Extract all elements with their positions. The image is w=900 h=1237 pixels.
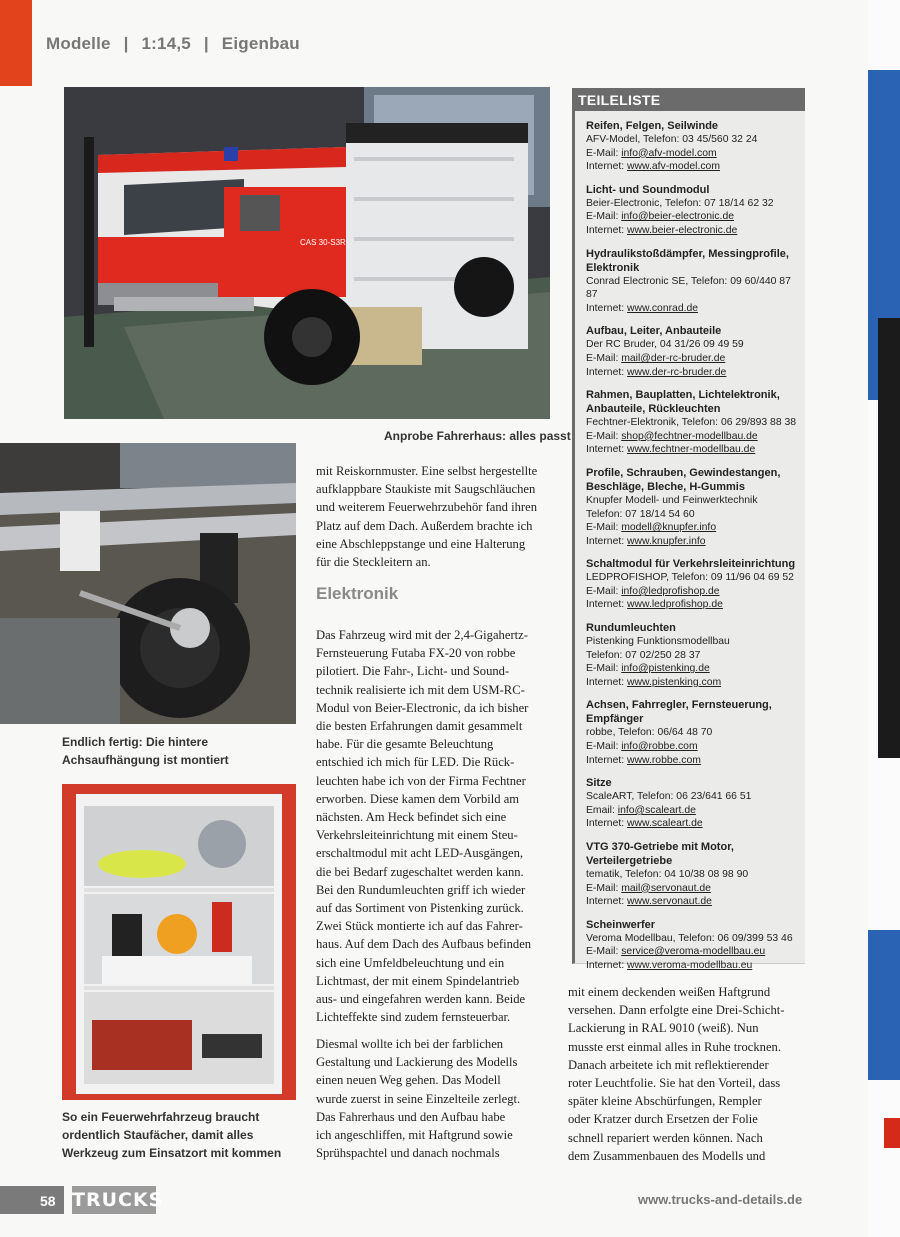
parts-list-entry [575, 557, 805, 612]
parts-entry-email [586, 521, 801, 535]
text-line: Lackierung in RAL 9010 (weiß). Nun [568, 1021, 759, 1036]
section-color-tab [0, 0, 32, 86]
article-paragraph [316, 1035, 566, 1162]
internet-label: Internet: [586, 535, 628, 547]
text-line: später kleine Abschürfungen, Rempler [568, 1094, 762, 1109]
header-scale: 1:14,5 [141, 34, 191, 53]
caption-bottom-line: Werkzeug zum Einsatzort mit kommen [62, 1146, 282, 1160]
parts-entry-title: Profile, Schrauben, Gewindestangen, Beschläge, Bleche, H-Gummis [586, 466, 781, 493]
parts-entry-email [586, 352, 801, 366]
text-line: Lichtmast, der mit einem Spindelantrieb [316, 973, 520, 988]
text-line: Zwei Stück montierte ich auf das Fahrer- [316, 919, 523, 934]
parts-list-entry [575, 183, 805, 238]
header-section: Modelle [46, 34, 111, 53]
text-line: Sprühspachtel und danach nochmals [316, 1146, 500, 1161]
paragraph-2 [316, 626, 566, 1026]
parts-entry-website [586, 895, 801, 909]
parts-list-entry [575, 324, 805, 379]
text-line: Das Fahrerhaus und den Aufbau habe [316, 1109, 506, 1124]
text-line: die bei Bedarf zugeschaltet werden kann. [316, 864, 524, 879]
text-line: Bei den Rundumleuchten griff ich wieder [316, 882, 526, 897]
parts-entry-email [586, 804, 801, 818]
internet-label: Internet: [586, 599, 628, 611]
parts-list-entry [575, 698, 805, 767]
text-line: mit einem deckenden weißen Haftgrund [568, 985, 771, 999]
paragraph-1 [316, 462, 566, 571]
text-line: Platz auf dem Dach. Außerdem brachte ich [316, 518, 533, 533]
internet-label: Internet: [586, 161, 628, 173]
text-line: Das Fahrzeug wird mit der 2,4-Gigahertz- [316, 628, 528, 642]
parts-entry-line: tematik, Telefon: 04 10/38 08 98 90 [586, 869, 749, 880]
photo-rear-axle-suspension [0, 443, 296, 724]
parts-list-entry [575, 840, 805, 909]
parts-entry-website [586, 443, 801, 457]
internet-label: Internet: [586, 302, 628, 314]
text-line: auf das Sortiment von Pistenking zurück. [316, 901, 524, 916]
text-line: aufklappbare Staukiste mit Saugschläuchen [316, 482, 536, 497]
internet-label: Internet: [586, 444, 628, 456]
parts-entry-email [586, 210, 801, 224]
parts-list-entry [575, 388, 805, 457]
parts-entry-website [586, 366, 801, 380]
text-line: oder Kratzer durch Ersetzen der Folie [568, 1112, 758, 1127]
parts-entry-website [586, 302, 801, 316]
parts-entry-line: Veroma Modellbau, Telefon: 06 09/399 53 46 [586, 932, 793, 944]
parts-entry-website [586, 754, 801, 768]
photo-truck-cab-fitting [64, 87, 550, 419]
page-header [46, 34, 300, 54]
parts-entry-title: Licht- und Soundmodul [586, 183, 710, 196]
text-line: Lichteffekte sind zudem fernsteuerbar. [316, 1010, 511, 1025]
email-link[interactable]: info@scaleart.de [617, 804, 696, 816]
parts-entry-title: Achsen, Fahrregler, Fernsteuerung, Empfänger [586, 699, 772, 726]
website-link[interactable]: www.fechtner-modellbau.de [627, 444, 756, 456]
parts-entry-website [586, 959, 801, 973]
parts-entry-website [586, 676, 801, 690]
email-label: Email: [586, 804, 618, 816]
parts-entry-email [586, 662, 801, 676]
parts-entry-title: Sitze [586, 777, 612, 790]
email-link[interactable]: mail@der-rc-bruder.de [621, 352, 726, 364]
text-line: haus. Auf dem Dach des Aufbaus befinden [316, 937, 532, 952]
parts-entry-line: Telefon: 07 18/14 54 60 [586, 508, 695, 520]
text-line: entschied ich mich für LED. Die Rück- [316, 755, 515, 770]
parts-entry-website [586, 160, 801, 174]
parts-entry-email [586, 430, 801, 444]
caption-bottom-line: So ein Feuerwehrfahrzeug braucht [62, 1110, 260, 1124]
website-link[interactable]: www.beier-electronic.de [627, 224, 738, 236]
internet-label: Internet: [586, 896, 628, 908]
parts-entry-line: robbe, Telefon: 06/64 48 70 [586, 727, 713, 739]
article-paragraph [568, 983, 808, 1165]
parts-entry-email [586, 585, 801, 599]
internet-label: Internet: [586, 676, 628, 688]
parts-entry-line: Fechtner-Elektronik, Telefon: 06 29/893 88 38 [586, 417, 797, 429]
text-line: sich eine Umfeldbeleuchtung und ein [316, 955, 505, 970]
text-line: erschaltmodul mit acht LED-Ausgängen, [316, 846, 524, 861]
internet-label: Internet: [586, 224, 628, 236]
email-label: E-Mail: [586, 946, 622, 958]
parts-entry-website [586, 535, 801, 549]
text-line: versehen. Dann erfolgte eine Drei-Schicht- [568, 1003, 785, 1018]
text-line: Diesmal wollte ich bei der farblichen [316, 1037, 504, 1051]
internet-label: Internet: [586, 754, 628, 766]
email-label: E-Mail: [586, 352, 622, 364]
parts-entry-website [586, 817, 801, 831]
email-link[interactable]: shop@fechtner-modellbau.de [621, 430, 758, 442]
text-line: nächsten. Am Heck befindet sich eine [316, 810, 507, 825]
parts-list-entries [575, 111, 805, 973]
text-line: aus- und eingefahren werden kann. Beide [316, 992, 526, 1007]
text-line: erworben. Diese kamen dem Vorbild am [316, 791, 520, 806]
website-link[interactable]: www.knupfer.info [627, 535, 706, 547]
header-separator: | [203, 34, 209, 53]
text-line: dem Zusammenbauen des Modells und [568, 1148, 766, 1163]
email-label: E-Mail: [586, 585, 622, 597]
parts-entry-title: Rundumleuchten [586, 622, 676, 635]
parts-entry-website [586, 224, 801, 238]
text-line: technik realisierte ich mit dem USM-RC- [316, 682, 525, 697]
truck-label-text: CAS 30-S3R [300, 238, 346, 247]
email-link[interactable]: info@pistenking.de [621, 663, 710, 675]
text-line: Gestaltung und Lackierung des Modells [316, 1055, 518, 1070]
caption-left [62, 733, 229, 769]
parts-entry-line: AFV-Model, Telefon: 03 45/560 32 24 [586, 134, 758, 145]
caption-left-line: Endlich fertig: Die hintere [62, 735, 209, 749]
parts-entry-email [586, 945, 801, 959]
parts-entry-title: Schaltmodul für Verkehrsleiteinrichtung [586, 558, 796, 571]
text-line: Fernsteuerung Futaba FX-20 von robbe [316, 646, 516, 661]
header-separator: | [123, 34, 129, 53]
caption-bottom-line: ordentlich Staufächer, damit alles [62, 1128, 254, 1142]
email-label: E-Mail: [586, 663, 622, 675]
text-line: eine Abschleppstange und eine Halterung [316, 536, 526, 551]
parts-entry-line: Der RC Bruder, 04 31/26 09 49 59 [586, 339, 744, 351]
text-line: ich angeschliffen, mit Haftgrund sowie [316, 1128, 513, 1143]
section-title-elektronik: Elektronik [316, 584, 399, 603]
parts-list-entry [575, 119, 805, 174]
website-link[interactable]: www.veroma-modellbau.eu [627, 959, 753, 971]
parts-entry-title: Rahmen, Bauplatten, Lichtelektronik, Anbauteile, Rückleuchten [586, 389, 780, 416]
email-link[interactable]: modell@knupfer.info [621, 522, 717, 534]
website-link[interactable]: www.servonaut.de [627, 896, 712, 908]
parts-entry-title: Scheinwerfer [586, 918, 656, 931]
email-link[interactable]: service@veroma-modellbau.eu [621, 946, 766, 958]
email-link[interactable]: mail@servonaut.de [621, 882, 711, 894]
parts-entry-email [586, 740, 801, 754]
email-link[interactable]: info@ledprofishop.de [621, 585, 720, 597]
parts-entry-website [586, 598, 801, 612]
email-link[interactable]: info@afv-model.com [621, 147, 717, 159]
text-line: Modul von Beier-Electronic, da ich bisher [316, 700, 529, 715]
email-link[interactable]: info@robbe.com [621, 741, 698, 753]
parts-entry-line: Conrad Electronic SE, Telefon: 09 60/440 87 87 [586, 275, 791, 301]
internet-label: Internet: [586, 959, 628, 971]
website-link[interactable]: www.der-rc-bruder.de [627, 366, 727, 378]
caption-bottom [62, 1108, 281, 1162]
caption-top: Anprobe Fahrerhaus: alles passt [384, 429, 571, 443]
website-link[interactable]: www.scaleart.de [627, 818, 703, 830]
magazine-logo: TRUCKS [72, 1186, 156, 1214]
website-link[interactable]: www.afv-model.com [627, 161, 720, 173]
text-line: schnell repariert werden können. Nach [568, 1130, 763, 1145]
text-line: Verkehrsleiteinrichtung mit einem Steu- [316, 828, 518, 843]
parts-entry-line: Telefon: 07 02/250 28 37 [586, 649, 701, 661]
email-link[interactable]: info@beier-electronic.de [621, 211, 734, 223]
email-label: E-Mail: [586, 211, 622, 223]
parts-entry-line: Beier-Electronic, Telefon: 07 18/14 62 32 [586, 197, 774, 209]
next-page-edge [868, 0, 900, 1237]
email-label: E-Mail: [586, 147, 622, 159]
parts-entry-title: Hydraulikstoßdämpfer, Messingprofile, Elektronik [586, 247, 789, 274]
email-label: E-Mail: [586, 522, 622, 534]
parts-entry-line: Knupfer Modell- und Feinwerktechnik [586, 494, 758, 506]
text-line: Danach arbeitete ich mit reflektierender [568, 1057, 769, 1072]
parts-entry-title: Aufbau, Leiter, Anbauteile [586, 325, 722, 338]
parts-list-entry [575, 621, 805, 689]
parts-list-entry [575, 918, 805, 973]
email-label: E-Mail: [586, 741, 622, 753]
parts-list-entry [575, 776, 805, 831]
parts-entry-line: ScaleART, Telefon: 06 23/641 66 51 [586, 791, 752, 803]
parts-entry-line: LEDPROFISHOP, Telefon: 09 11/96 04 69 52 [586, 572, 794, 584]
parts-entry-line: Pistenking Funktionsmodellbau [586, 636, 730, 648]
parts-entry-title: VTG 370-Getriebe mit Motor, Verteilergetriebe [586, 841, 734, 867]
text-line: die besten Erfahrungen damit gesammelt [316, 719, 523, 734]
parts-entry-email [586, 147, 801, 161]
text-line: für die Steckleitern an. [316, 555, 431, 570]
website-link[interactable]: www.pistenking.com [627, 676, 722, 688]
text-line: habe. Für die gesamte Beleuchtung [316, 737, 494, 752]
text-line: einen neuen Weg gehen. Das Modell [316, 1073, 501, 1088]
text-line: leuchten habe ich von der Firma Fechtner [316, 773, 526, 788]
text-line: wurde zuerst in seine Einzelteile zerlegt. [316, 1091, 521, 1106]
header-category: Eigenbau [221, 34, 300, 53]
parts-entry-email [586, 882, 801, 896]
text-line: musste erst einmal alles in Ruhe trocknen. [568, 1039, 781, 1054]
website-link[interactable]: www.ledprofishop.de [627, 599, 723, 611]
parts-list-entry [575, 466, 805, 548]
paragraph-3 [316, 1035, 566, 1162]
website-link[interactable]: www.robbe.com [627, 754, 701, 766]
email-label: E-Mail: [586, 882, 622, 894]
website-link[interactable]: www.conrad.de [627, 302, 699, 314]
photo-storage-compartments [62, 784, 296, 1100]
article-paragraph [316, 462, 566, 571]
text-line: mit Reiskornmuster. Eine selbst hergestellte [316, 464, 538, 478]
caption-left-line: Achsaufhängung ist montiert [62, 753, 229, 767]
text-line: roter Leuchtfolie. Sie hat den Vorteil, dass [568, 1076, 781, 1091]
article-paragraph [316, 626, 566, 1026]
internet-label: Internet: [586, 818, 628, 830]
internet-label: Internet: [586, 366, 628, 378]
text-line: pilotiert. Die Fahr-, Licht- und Sound- [316, 664, 510, 679]
parts-list-entry [575, 247, 805, 316]
page-number: 58 [40, 1193, 56, 1209]
parts-entry-title: Reifen, Felgen, Seilwinde [586, 120, 719, 132]
parts-list-title: TEILELISTE [572, 88, 805, 111]
paragraph-4 [568, 983, 808, 1165]
text-line: und weiterem Feuerwehrzubehör fand ihren [316, 500, 537, 515]
email-label: E-Mail: [586, 430, 622, 442]
parts-list-box [572, 88, 805, 971]
parts-list-body [572, 111, 805, 971]
footer-url: www.trucks-and-details.de [638, 1192, 803, 1207]
